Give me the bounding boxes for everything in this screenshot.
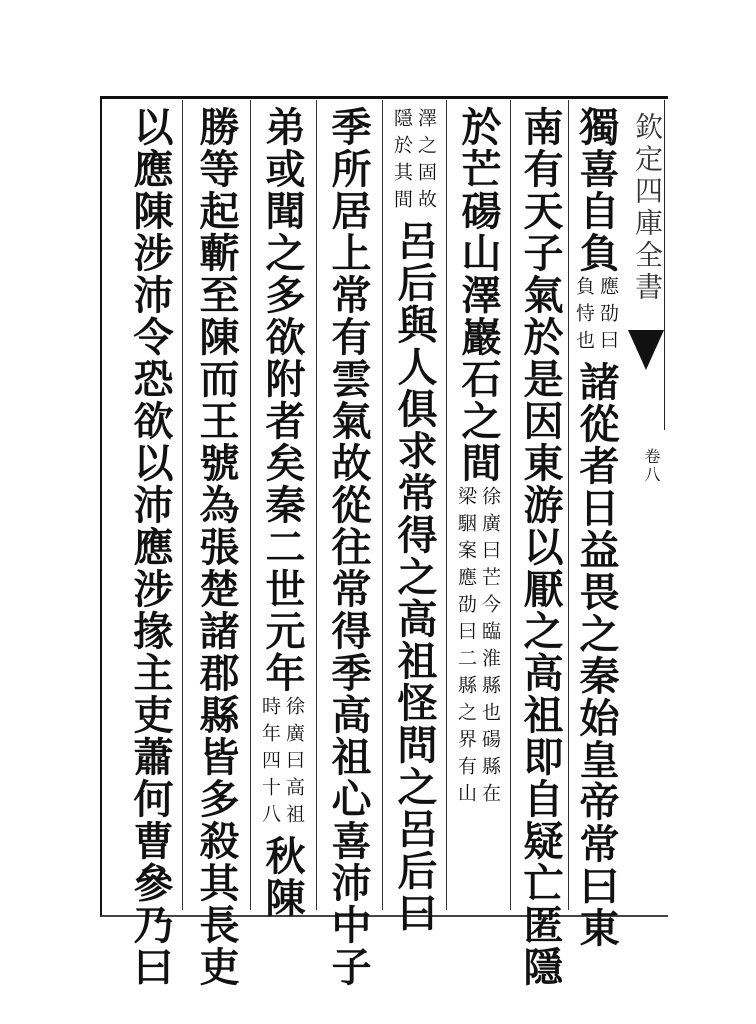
main-text: 諸從者日益畏之秦始皇帝常曰東 <box>573 361 620 949</box>
main-text: 秋陳 <box>259 835 306 919</box>
annotation <box>392 108 436 216</box>
annotation-line: 梁駰案應劭曰二縣之界有山 <box>455 486 477 810</box>
annotation <box>456 486 500 810</box>
column-rule <box>382 100 383 910</box>
annotation-line: 徐廣曰高祖 <box>283 696 305 831</box>
column-rule <box>446 100 447 910</box>
text-column-3 <box>452 106 504 814</box>
main-text: 於芒碭山澤巖石之間 <box>455 106 502 484</box>
text-column-4 <box>388 106 440 934</box>
annotation-line: 負恃也 <box>573 276 595 357</box>
text-column-5 <box>322 106 374 988</box>
text-column-8 <box>124 106 176 988</box>
column-rule <box>182 100 183 910</box>
main-text: 以應陳涉沛令恐欲以沛應涉掾主吏蕭何曹參乃曰 <box>127 106 174 988</box>
text-column-6 <box>256 106 308 919</box>
column-rule <box>510 100 511 910</box>
annotation <box>574 276 618 357</box>
margin-juan-number: 卷八 <box>642 448 661 484</box>
main-text: 季所居上常有雲氣故從往常得季高祖心喜沛中子 <box>325 106 372 988</box>
annotation-line: 應劭曰 <box>597 276 619 357</box>
annotation-line: 時年四十八 <box>259 696 281 831</box>
column-rule <box>568 100 569 910</box>
text-column-7 <box>190 106 242 988</box>
main-text: 呂后與人俱求常得之高祖怪問之呂后曰 <box>391 220 438 934</box>
column-rule <box>250 100 251 910</box>
text-column-1 <box>574 106 618 949</box>
main-text: 獨喜自負 <box>573 106 620 274</box>
main-text: 弟或聞之多欲附者矣秦二世元年 <box>259 106 306 694</box>
text-column-2 <box>516 106 564 988</box>
main-text: 勝等起蘄至陳而王號為張楚諸郡縣皆多殺其長吏 <box>193 106 240 988</box>
main-text: 南有天子氣於是因東游以厭之高祖即自疑亡匿隱 <box>517 106 564 988</box>
annotation-line: 隱於其間 <box>391 108 413 216</box>
annotation-line: 澤之固故 <box>415 108 437 216</box>
annotation <box>260 696 304 831</box>
column-rule <box>316 100 317 910</box>
fish-tail-mark <box>628 330 664 370</box>
margin-book-title: 欽定四庫全書 <box>631 112 664 304</box>
annotation-line: 徐廣曰芒今臨淮縣也碭縣在 <box>479 486 501 810</box>
